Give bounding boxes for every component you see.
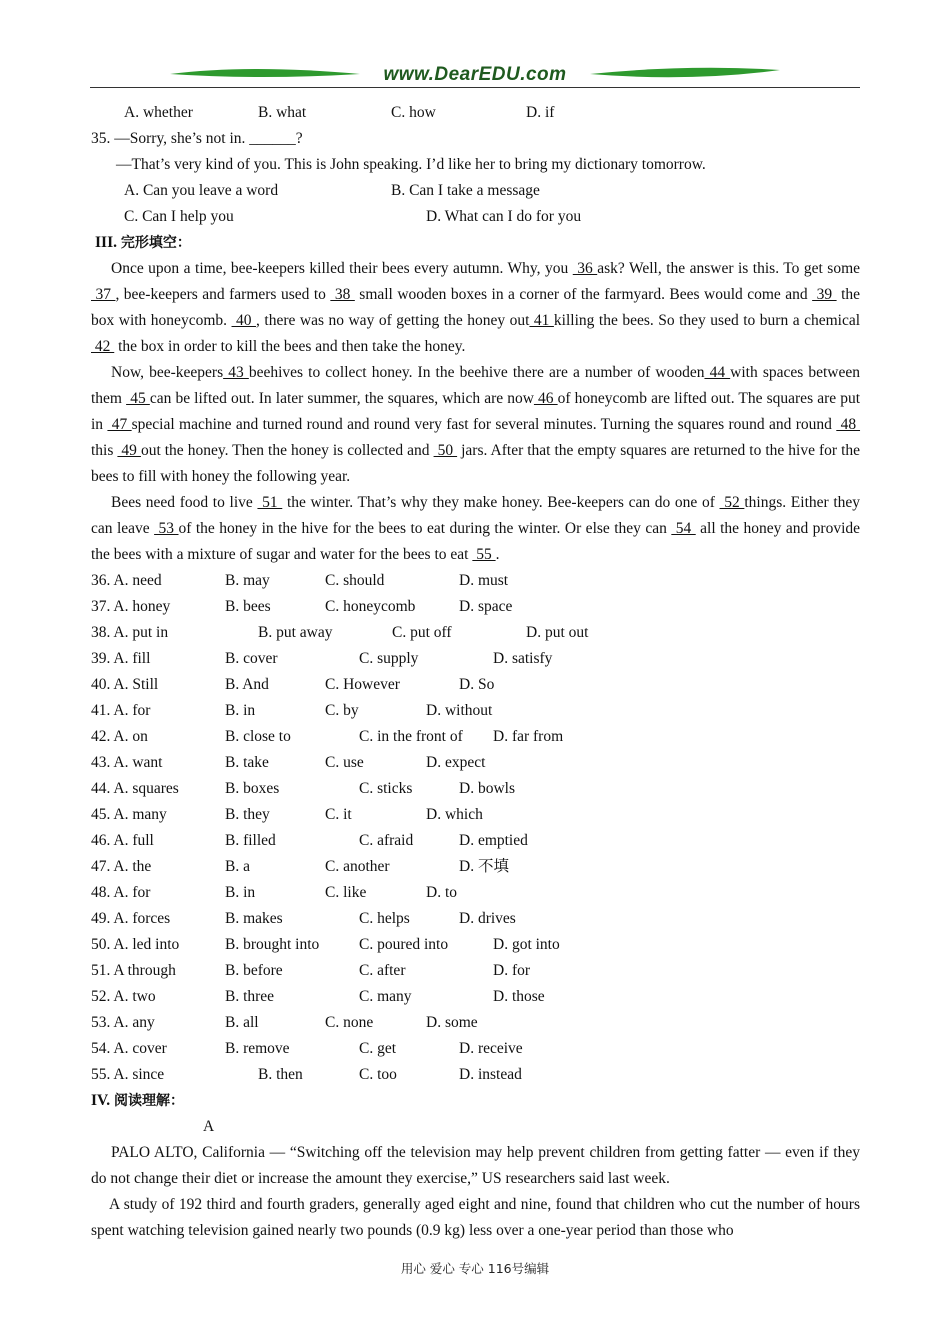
option-row-52: 52. A. two B. three C. many D. those bbox=[91, 988, 545, 1005]
option-row-47: 47. A. the B. a C. another D. 不填 bbox=[91, 858, 509, 875]
blank-54: 54 bbox=[671, 520, 696, 537]
blank-53: 53 bbox=[154, 520, 179, 537]
option-row-55: 55. A. since B. then C. too D. instead bbox=[91, 1066, 522, 1083]
blank-39: 39 bbox=[812, 286, 837, 303]
option-row-38: 38. A. put in B. put away C. put off D. put out bbox=[91, 624, 589, 641]
q35-stem: 35. —Sorry, she’s not in. ______? bbox=[91, 130, 303, 147]
option-row-40: 40. A. Still B. And C. However D. So bbox=[91, 676, 495, 693]
site-logo-text: www.DearEDU.com bbox=[383, 64, 567, 85]
header-rule bbox=[90, 87, 860, 88]
cloze-options-list bbox=[91, 568, 860, 1088]
option-row-42: 42. A. on B. close to C. in the front of D. far from bbox=[91, 728, 564, 745]
option-row-50: 50. A. led into B. brought into C. poured into D. got into bbox=[91, 936, 560, 953]
blank-43: 43 bbox=[223, 364, 249, 381]
page-footer: 用心 爱心 专心 116号编辑 bbox=[400, 1261, 550, 1276]
option-a: A. whether bbox=[124, 104, 193, 121]
option-row-53: 53. A. any B. all C. none D. some bbox=[91, 1014, 478, 1031]
blank-46: 46 bbox=[533, 390, 558, 407]
option-b: B. what bbox=[258, 104, 307, 121]
option-c: C. how bbox=[391, 104, 436, 121]
option-row-44: 44. A. squares B. boxes C. sticks D. bowls bbox=[91, 780, 515, 797]
option-d: D. What can I do for you bbox=[426, 208, 582, 225]
blank-36: 36 bbox=[572, 260, 598, 277]
q34-options bbox=[91, 100, 860, 126]
cloze-paragraph-2: Now, bee-keepers 43 beehives to collect honey. In the beehive there are a number of wooden 44 with spaces between them 45 can be lifted out. In later summer, the squares, which are now 46 of honeycomb are lifted out. The squares are put in 47 special machine and turned round and round very fast for several minutes. Turning the squares round and round 48 this 49 out the honey. Then the honey is collected and 50 jars. After that the empty squares are returned to the hive for the bees to fill with honey the following year. bbox=[91, 364, 861, 485]
q35-reply: —That’s very kind of you. This is John speaking. I’d like her to bring my dictionary tomorrow. bbox=[116, 156, 706, 173]
option-d: D. if bbox=[526, 104, 555, 121]
option-row-36: 36. A. need B. may C. should D. must bbox=[91, 572, 509, 589]
section-heading-cloze: III. 完形填空： bbox=[95, 234, 191, 251]
cloze-paragraph-3: Bees need food to live 51 the winter. That’s why they make honey. Bee-keepers can do one of 52 things. Either they can leave 53 of the honey in the hive for the bees to eat during the winter. Or else they can 54 all the honey and provide the bees with a mixture of sugar and water for the bees to eat 55 . bbox=[91, 494, 861, 563]
blank-50: 50 bbox=[433, 442, 458, 459]
option-row-51: 51. A through B. before C. after D. for bbox=[91, 962, 531, 979]
reading-paragraph-1: PALO ALTO, California — “Switching off the television may help prevent children from getting fatter — even if they do not change their diet or increase the amount they exercise,” US researchers said last week. bbox=[91, 1144, 860, 1187]
option-row-39: 39. A. fill B. cover C. supply D. satisfy bbox=[91, 650, 553, 667]
q35-options-row1 bbox=[91, 178, 860, 204]
reading-paragraph-2: A study of 192 third and fourth graders, generally aged eight and nine, found that children who cut the number of hours spent watching television gained nearly two pounds (0.9 kg) less over a one-year period than those who bbox=[91, 1196, 860, 1239]
document-body bbox=[91, 100, 860, 1244]
blank-48: 48 bbox=[836, 416, 861, 433]
blank-41: 41 bbox=[529, 312, 554, 329]
blank-55: 55 bbox=[472, 546, 496, 563]
option-row-46: 46. A. full B. filled C. afraid D. emptied bbox=[91, 832, 528, 849]
page-header bbox=[90, 60, 860, 90]
q35-options-row2 bbox=[91, 204, 860, 230]
blank-51: 51 bbox=[257, 494, 283, 511]
cloze-paragraph-1: Once upon a time, bee-keepers killed their bees every autumn. Why, you 36 ask? Well, the answer is this. To get some 37 , bee-keepers and farmers used to 38 small wooden boxes in a corner of the farmyard. Bees would come and 39 the box with honeycomb. 40 , there was no way of getting the honey out 41 killing the bees. So they used to burn a chemical 42 the box in order to kill the bees and then take the honey. bbox=[91, 260, 861, 355]
option-row-43: 43. A. want B. take C. use D. expect bbox=[91, 754, 486, 771]
option-row-54: 54. A. cover B. remove C. get D. receive bbox=[91, 1040, 523, 1057]
section-heading-reading: IV. 阅读理解： bbox=[91, 1092, 184, 1109]
option-row-37: 37. A. honey B. bees C. honeycomb D. space bbox=[91, 598, 513, 615]
blank-40: 40 bbox=[231, 312, 257, 329]
blank-38: 38 bbox=[330, 286, 355, 303]
blank-45: 45 bbox=[126, 390, 150, 407]
option-row-49: 49. A. forces B. makes C. helps D. drives bbox=[91, 910, 516, 927]
option-row-48: 48. A. for B. in C. like D. to bbox=[91, 884, 457, 901]
passage-label: A bbox=[203, 1118, 215, 1135]
option-row-41: 41. A. for B. in C. by D. without bbox=[91, 702, 493, 719]
blank-52: 52 bbox=[719, 494, 745, 511]
option-row-45: 45. A. many B. they C. it D. which bbox=[91, 806, 483, 823]
blank-44: 44 bbox=[704, 364, 731, 381]
option-b: B. Can I take a message bbox=[391, 182, 540, 199]
blank-37: 37 bbox=[91, 286, 116, 303]
blank-42: 42 bbox=[91, 338, 115, 355]
blank-47: 47 bbox=[107, 416, 132, 433]
option-c: C. Can I help you bbox=[124, 208, 234, 225]
option-a: A. Can you leave a word bbox=[124, 182, 279, 199]
blank-49: 49 bbox=[117, 442, 141, 459]
